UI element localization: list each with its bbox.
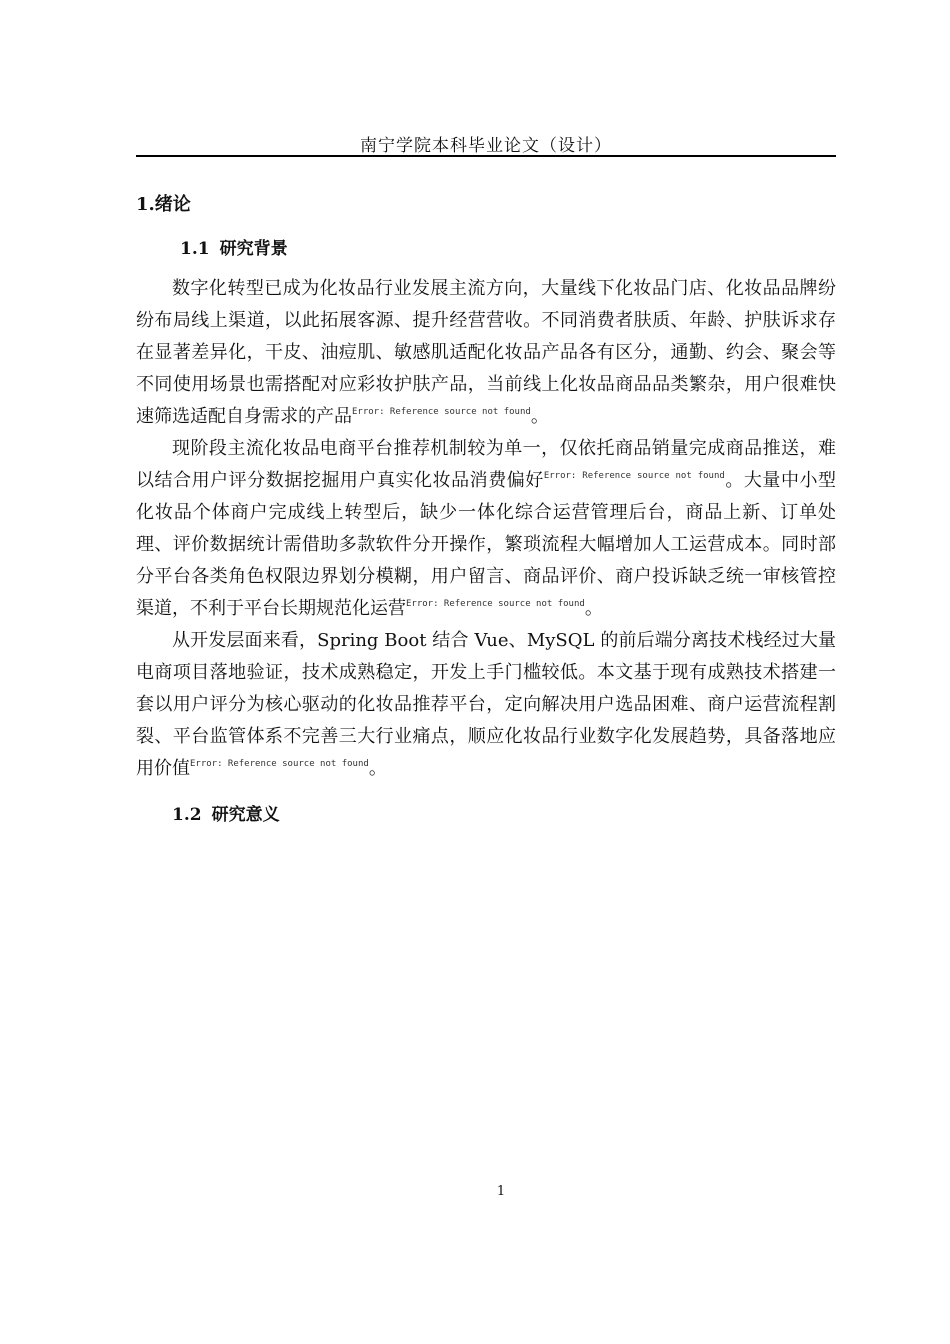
chapter-heading: 1.绪论 [136,194,191,215]
reference-error: Error: Reference source not found [543,471,725,481]
section-title: 研究背景 [219,239,288,259]
paragraph-text: 从开发层面来看，Spring Boot 结合 Vue、MySQL 的前后端分离技术栈经过大量电商项目落地验证，技术成熟稳定，开发上手门槛较低。本文基于现有成熟技术搭建一套以用户评分为核心驱动的化妆品推荐平台，定向解决用户选品困难、商户运营流程割裂、平台监管体系不完善三大行业痛点，顺应化妆品行业数字化发展趋势，具备落地应用价值 [136,630,836,779]
page-number: 1 [496,1184,506,1199]
paragraph-2 [136,433,836,625]
paragraph-text: 现阶段主流化妆品电商平台推荐机制较为单一，仅依托商品销量完成商品推送，难以结合用户评分数据挖掘用户真实化妆品消费偏好 [136,438,836,491]
paragraph-text-continued: 。大量中小型化妆品个体商户完成线上转型后，缺少一体化综合运营管理后台，商品上新、订单处理、评价数据统计需借助多款软件分开操作，繁琐流程大幅增加人工运营成本。同时部分平台各类角色权限边界划分模糊，用户留言、商品评价、商户投诉缺乏统一审核管控渠道，不利于平台长期规范化运营 [136,470,837,619]
section-number: 1.2 [172,805,202,825]
paragraph-text: 数字化转型已成为化妆品行业发展主流方向，大量线下化妆品门店、化妆品品牌纷纷布局线上渠道，以此拓展客源、提升经营营收。不同消费者肤质、年龄、护肤诉求存在显著差异化，干皮、油痘肌、敏感肌适配化妆品产品各有区分，通勤、约会、聚会等不同使用场景也需搭配对应彩妆护肤产品，当前线上化妆品商品品类繁杂，用户很难快速筛选适配自身需求的产品 [136,278,836,427]
section-number: 1.1 [180,239,210,259]
header-rule [136,155,836,157]
reference-error: Error: Reference source not found [406,599,585,609]
paragraph-1 [136,273,836,433]
page-header-title: 南宁学院本科毕业论文（设计） [360,136,612,156]
reference-error: Error: Reference source not found [352,407,531,417]
section-heading-1-2 [172,800,280,825]
section-heading-1-1 [180,234,288,259]
paragraph-text-end: 。 [584,598,603,619]
paragraph-text-end: 。 [368,758,387,779]
section-title: 研究意义 [211,805,280,825]
paragraph-3 [136,625,836,785]
reference-error: Error: Reference source not found [190,759,369,769]
paragraph-text-end: 。 [530,406,549,427]
